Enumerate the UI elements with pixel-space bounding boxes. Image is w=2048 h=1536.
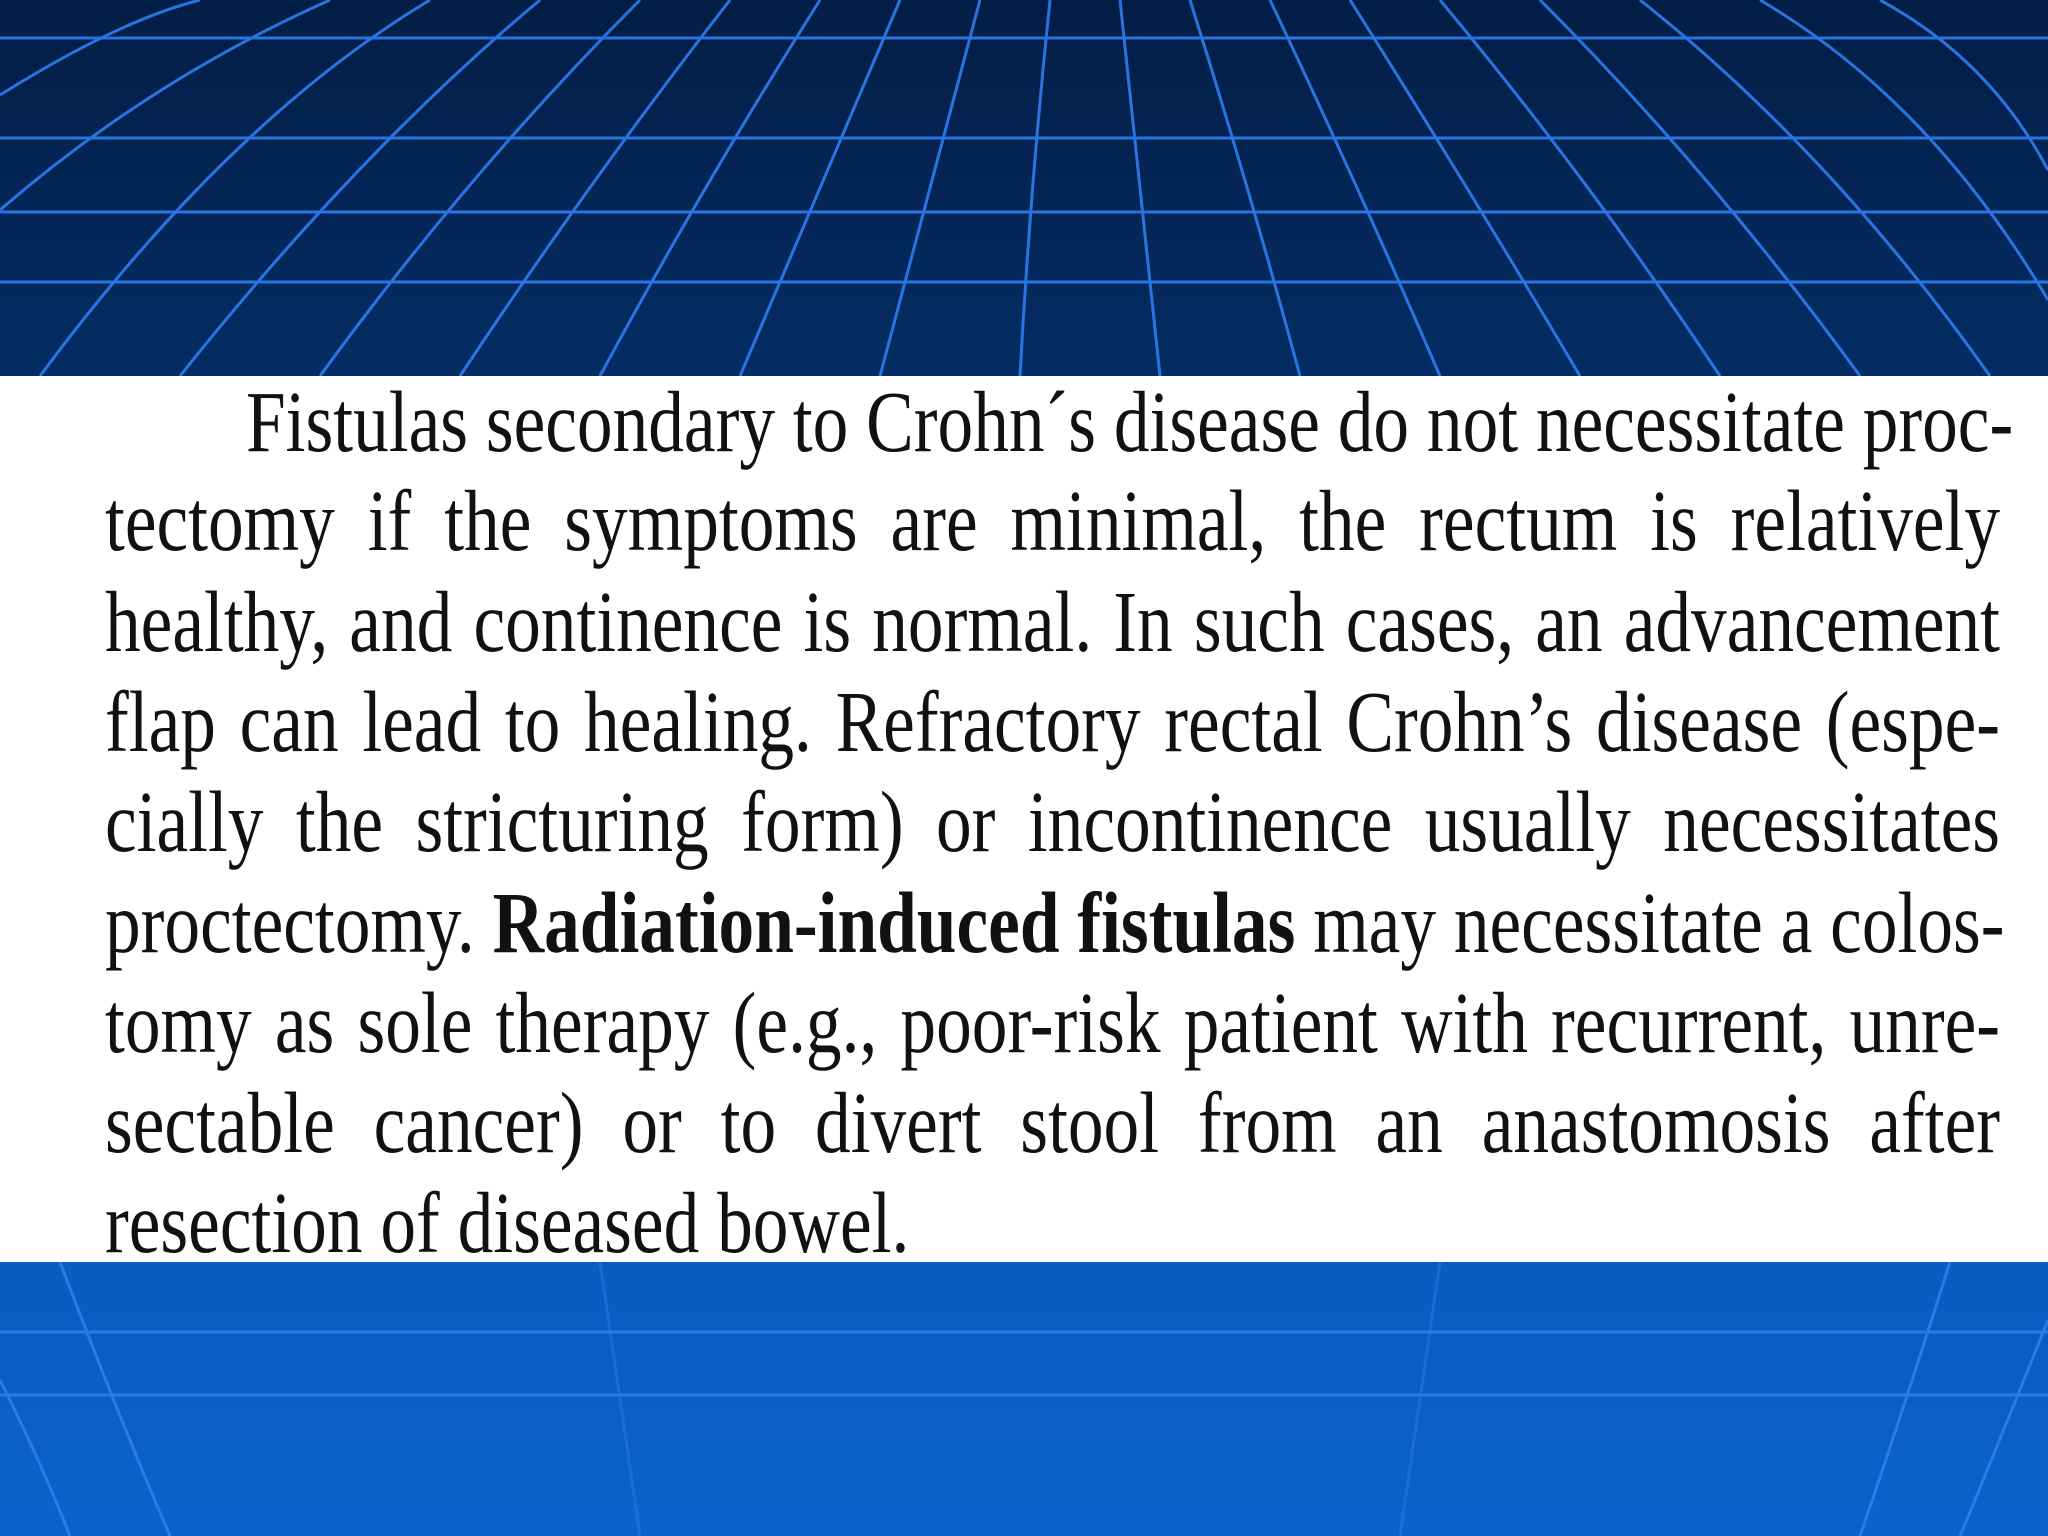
paragraph-line: flap can lead to healing. Refractory rectal Crohn’s disease (espe-	[105, 673, 2001, 770]
line-text-after: may necessitate a colos-	[1295, 874, 2005, 971]
paragraph-line: cially the stricturing form) or incontinence usually necessitates	[105, 773, 2001, 870]
bold-term-radiation-induced-fistulas: Radiation-induced fistulas	[492, 874, 1296, 971]
paragraph-line: tomy as sole therapy (e.g., poor-risk patient with recurrent, unre-	[105, 974, 2001, 1071]
paragraph-line: sectable cancer) or to divert stool from an anastomosis after	[105, 1074, 2001, 1171]
paragraph-line-with-bold	[105, 873, 2005, 973]
paragraph-line: resection of diseased bowel.	[105, 1174, 910, 1262]
paragraph-line: Fistulas secondary to Crohn´s disease do not necessitate proc-	[246, 376, 2014, 470]
paragraph-line: healthy, and continence is normal. In such cases, an advancement	[105, 573, 2001, 670]
text-panel	[0, 376, 2048, 1262]
paragraph-line: tectomy if the symptoms are minimal, the rectum is relatively	[105, 472, 2001, 569]
line-text-before: proctectomy.	[105, 874, 493, 971]
